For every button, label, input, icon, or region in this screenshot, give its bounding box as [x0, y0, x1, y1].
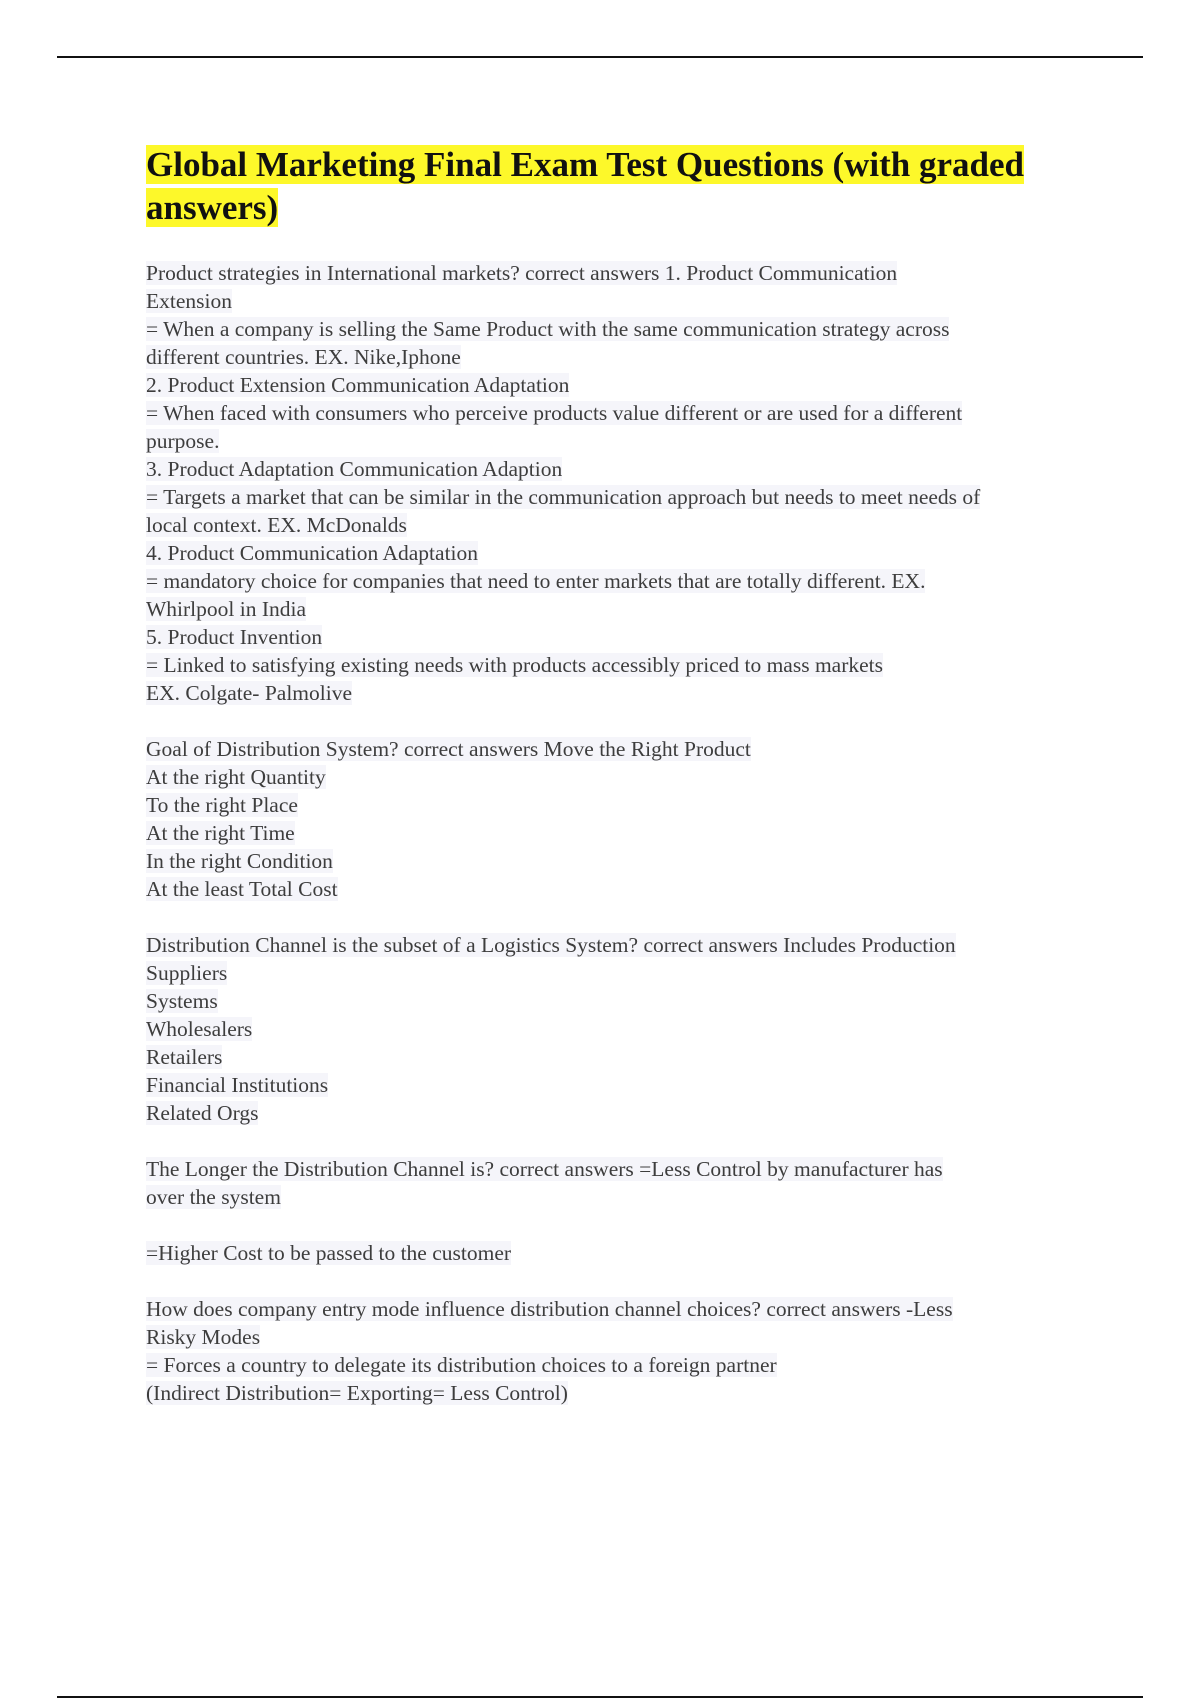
footer-rule — [57, 1696, 1143, 1698]
qa-block-longer-channel — [146, 1155, 1096, 1267]
qa-block-product-strategies — [146, 259, 1096, 707]
text-line: How does company entry mode influence distribution channel choices? correct answers -Less — [146, 1297, 953, 1321]
text-line: 3. Product Adaptation Communication Adaption — [146, 457, 563, 481]
qa-block-distribution-goal — [146, 735, 1096, 903]
text-line: Suppliers — [146, 961, 228, 985]
text-line: Product strategies in International markets? correct answers 1. Product Communication — [146, 261, 898, 285]
text-line: In the right Condition — [146, 849, 333, 873]
blank-line — [146, 1211, 1096, 1239]
text-line: The Longer the Distribution Channel is? correct answers =Less Control by manufacturer has — [146, 1157, 943, 1181]
text-line: Goal of Distribution System? correct answers Move the Right Product — [146, 737, 751, 761]
text-line: 4. Product Communication Adaptation — [146, 541, 479, 565]
text-line: = Forces a country to delegate its distribution choices to a foreign partner — [146, 1353, 777, 1377]
text-line: different countries. EX. Nike,Iphone — [146, 345, 461, 369]
text-line: Systems — [146, 989, 218, 1013]
text-line: (Indirect Distribution= Exporting= Less Control) — [146, 1381, 568, 1405]
text-line: Whirlpool in India — [146, 597, 307, 621]
text-line: EX. Colgate- Palmolive — [146, 681, 353, 705]
text-line: = Linked to satisfying existing needs with products accessibly priced to mass markets — [146, 653, 884, 677]
text-line: At the right Quantity — [146, 765, 326, 789]
text-line: 2. Product Extension Communication Adaptation — [146, 373, 570, 397]
title-line-1: Global Marketing Final Exam Test Questions (with graded — [146, 145, 1024, 184]
text-line: Financial Institutions — [146, 1073, 329, 1097]
qa-block-distribution-channel — [146, 931, 1096, 1127]
text-line: Risky Modes — [146, 1325, 261, 1349]
text-line: At the right Time — [146, 821, 295, 845]
text-line: 5. Product Invention — [146, 625, 323, 649]
text-line: over the system — [146, 1185, 281, 1209]
text-line: Extension — [146, 289, 232, 313]
header-rule — [57, 56, 1143, 58]
text-line: purpose. — [146, 429, 220, 453]
title-line-2: answers) — [146, 188, 279, 227]
text-line: local context. EX. McDonalds — [146, 513, 407, 537]
text-line: = Targets a market that can be similar in the communication approach but needs to meet needs of — [146, 485, 981, 509]
text-line: = When a company is selling the Same Product with the same communication strategy across — [146, 317, 950, 341]
text-line: = mandatory choice for companies that need to enter markets that are totally different. EX. — [146, 569, 926, 593]
text-line: At the least Total Cost — [146, 877, 338, 901]
qa-block-entry-mode — [146, 1295, 1096, 1407]
text-line: = When faced with consumers who perceive products value different or are used for a different — [146, 401, 963, 425]
text-line: Wholesalers — [146, 1017, 253, 1041]
text-line: Related Orgs — [146, 1101, 259, 1125]
document-body — [146, 143, 1096, 1407]
text-line: =Higher Cost to be passed to the customer — [146, 1241, 512, 1265]
text-line: Distribution Channel is the subset of a Logistics System? correct answers Includes Production — [146, 933, 956, 957]
document-title — [146, 143, 1096, 229]
text-line: To the right Place — [146, 793, 298, 817]
text-line: Retailers — [146, 1045, 223, 1069]
